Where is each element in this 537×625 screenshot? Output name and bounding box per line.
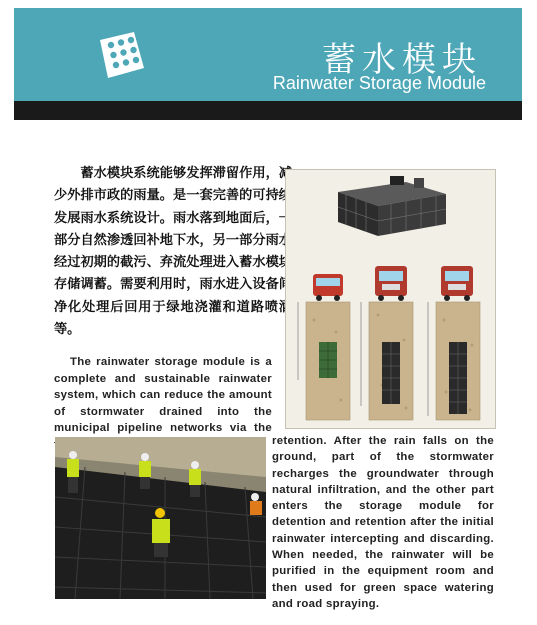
installation-photo: [55, 437, 266, 599]
english-paragraph-part1: The rainwater storage module is a complete and sustainable rainwater system, which can reduce the amount of stormwater drained into the municipal pipeline networks via the: [54, 356, 272, 434]
storage-module-diagram: [285, 169, 496, 429]
header-divider-bar: [14, 101, 522, 120]
english-paragraph-part2: retention. After the rain falls on the ground, part of the stormwater recharges the groundwater through natural infiltration, and the other part enters the storage module for detention and retention after the initial rainwater intercepting and discarding. When needed, the rainwater will be purified in the equipment room and then used for green space watering and road spraying.: [272, 435, 494, 610]
truck-1: [313, 274, 343, 301]
chinese-paragraph: 蓄水模块系统能够发挥滞留作用，减少外排市政的雨量。是一套完善的可持续发展雨水系统设计。雨水落到地面后，一部分自然渗透回补地下水，另一部分雨水经过初期的截污、弃流处理进入蓄水模块存储调蓄。需要利用时，雨水进入设备间净化处理后回用于绿地浇灌和道路喷洒等。: [54, 166, 292, 338]
truck-2: [375, 266, 407, 301]
page-subtitle: Rainwater Storage Module: [272, 73, 486, 93]
truck-3: [441, 266, 473, 301]
page-title: 蓄水模块: [322, 40, 482, 80]
perforated-module-icon: [94, 28, 148, 82]
header-banner: [14, 8, 522, 101]
